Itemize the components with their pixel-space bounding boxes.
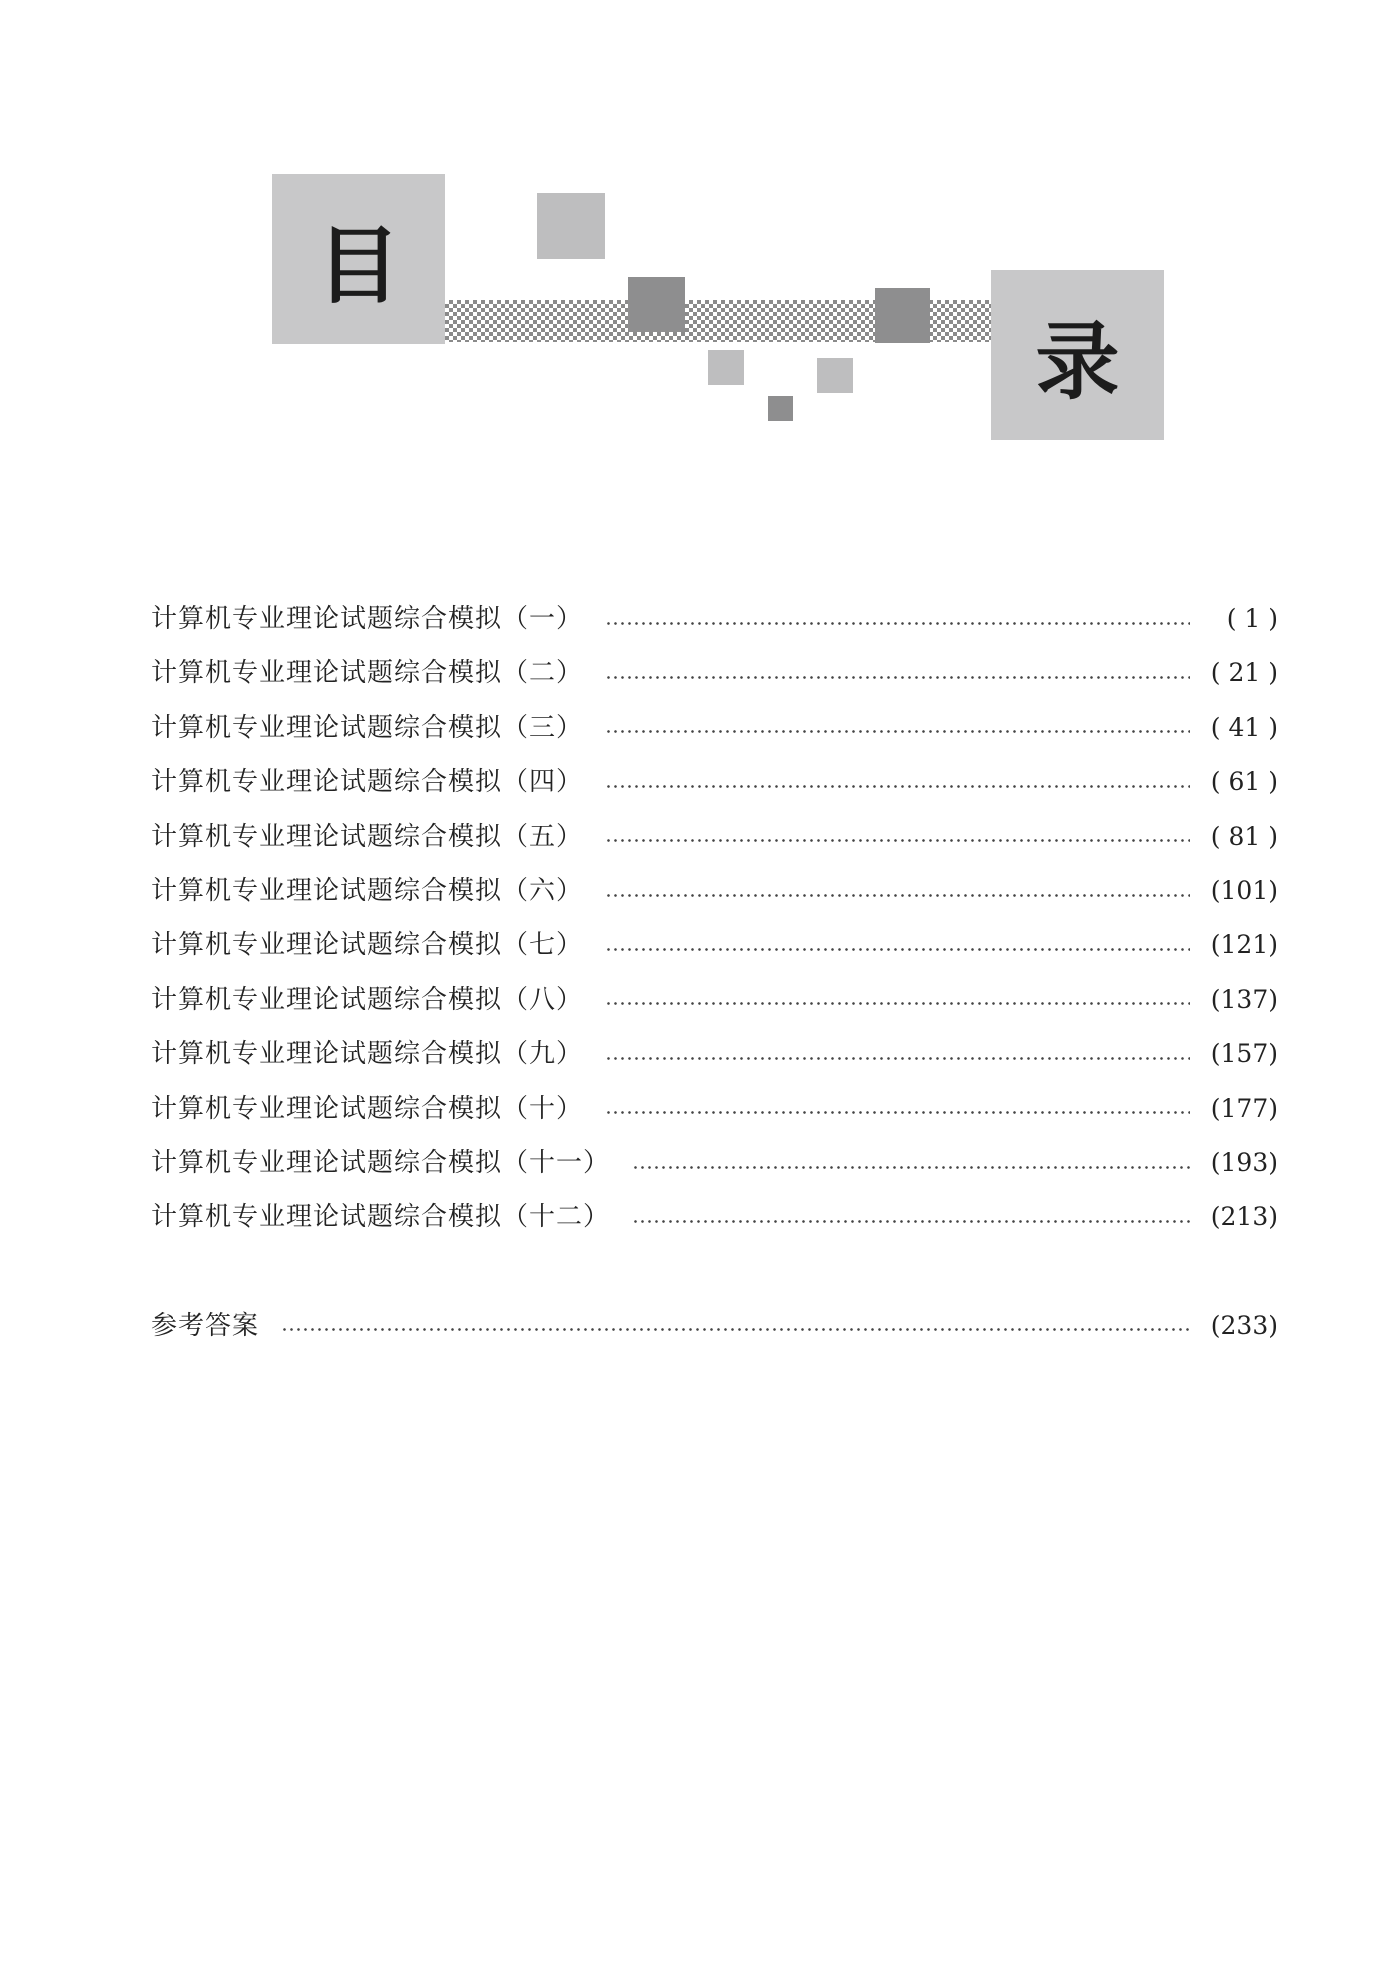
toc-entry-title: 计算机专业理论试题综合模拟（七） — [151, 930, 584, 961]
toc-entry[interactable] — [151, 592, 1278, 646]
toc-entry[interactable] — [151, 701, 1278, 755]
toc-entry-title: 计算机专业理论试题综合模拟（六） — [151, 875, 584, 906]
heading-char-left: 目 — [272, 174, 445, 344]
toc-entry-page: (157) — [1210, 1039, 1278, 1069]
toc-entry[interactable] — [151, 646, 1278, 700]
toc-entry-page: ( 1 ) — [1226, 604, 1278, 633]
toc-entry-title: 计算机专业理论试题综合模拟（五） — [151, 821, 584, 852]
toc-entry-page: (121) — [1210, 930, 1278, 960]
toc-entry[interactable] — [151, 1190, 1278, 1244]
decor-square — [875, 288, 930, 343]
dot-leader — [281, 1328, 1190, 1331]
toc-entry[interactable] — [151, 973, 1278, 1027]
toc-entry-page: (101) — [1210, 875, 1278, 905]
dot-leader — [605, 785, 1190, 788]
dot-leader — [632, 1166, 1190, 1169]
toc-entry-page: (177) — [1210, 1093, 1278, 1123]
decor-square — [817, 358, 853, 393]
toc-entry-page: ( 41 ) — [1210, 712, 1278, 742]
toc-entry-title: 计算机专业理论试题综合模拟（十一） — [151, 1147, 611, 1178]
dot-leader — [605, 622, 1190, 625]
toc-entry-title: 参考答案 — [151, 1310, 260, 1341]
table-of-contents — [151, 592, 1278, 1353]
toc-entry[interactable] — [151, 755, 1278, 809]
dot-leader — [605, 948, 1190, 951]
dot-leader — [605, 676, 1190, 679]
dot-leader — [605, 1111, 1190, 1114]
section-spacer — [151, 1245, 1278, 1299]
toc-entry-page: (233) — [1210, 1310, 1278, 1340]
toc-entry-page: ( 81 ) — [1210, 821, 1278, 851]
toc-entry-title: 计算机专业理论试题综合模拟（三） — [151, 712, 584, 743]
toc-entry[interactable] — [151, 1136, 1278, 1190]
toc-entry[interactable] — [151, 1027, 1278, 1081]
toc-header-graphic — [0, 0, 1398, 460]
heading-char-right: 录 — [991, 270, 1164, 440]
toc-entry-page: ( 21 ) — [1210, 658, 1278, 688]
toc-entry-title: 计算机专业理论试题综合模拟（一） — [151, 604, 584, 634]
toc-entry-title: 计算机专业理论试题综合模拟（十二） — [151, 1202, 611, 1233]
toc-entry-title: 计算机专业理论试题综合模拟（四） — [151, 767, 584, 798]
decor-square — [768, 396, 793, 421]
toc-entry-title: 计算机专业理论试题综合模拟（九） — [151, 1039, 584, 1070]
dot-leader — [632, 1220, 1190, 1223]
toc-entry-answers[interactable] — [151, 1299, 1278, 1353]
decor-square — [708, 350, 744, 385]
toc-entry[interactable] — [151, 864, 1278, 918]
dot-leader — [605, 839, 1190, 842]
dot-leader — [605, 1057, 1190, 1060]
decor-square — [628, 277, 685, 332]
toc-entry[interactable] — [151, 1082, 1278, 1136]
toc-entry-page: (193) — [1210, 1147, 1278, 1177]
toc-entry-page: ( 61 ) — [1210, 767, 1278, 797]
toc-entry-page: (213) — [1210, 1202, 1278, 1232]
toc-entry-title: 计算机专业理论试题综合模拟（十） — [151, 1093, 584, 1124]
toc-entry-title: 计算机专业理论试题综合模拟（八） — [151, 984, 584, 1015]
toc-entry[interactable] — [151, 918, 1278, 972]
toc-entry-title: 计算机专业理论试题综合模拟（二） — [151, 658, 584, 689]
dot-leader — [605, 1002, 1190, 1005]
toc-entry[interactable] — [151, 810, 1278, 864]
dot-leader — [605, 894, 1190, 897]
decor-square — [537, 193, 605, 259]
dot-leader — [605, 730, 1190, 733]
toc-entry-page: (137) — [1210, 984, 1278, 1014]
